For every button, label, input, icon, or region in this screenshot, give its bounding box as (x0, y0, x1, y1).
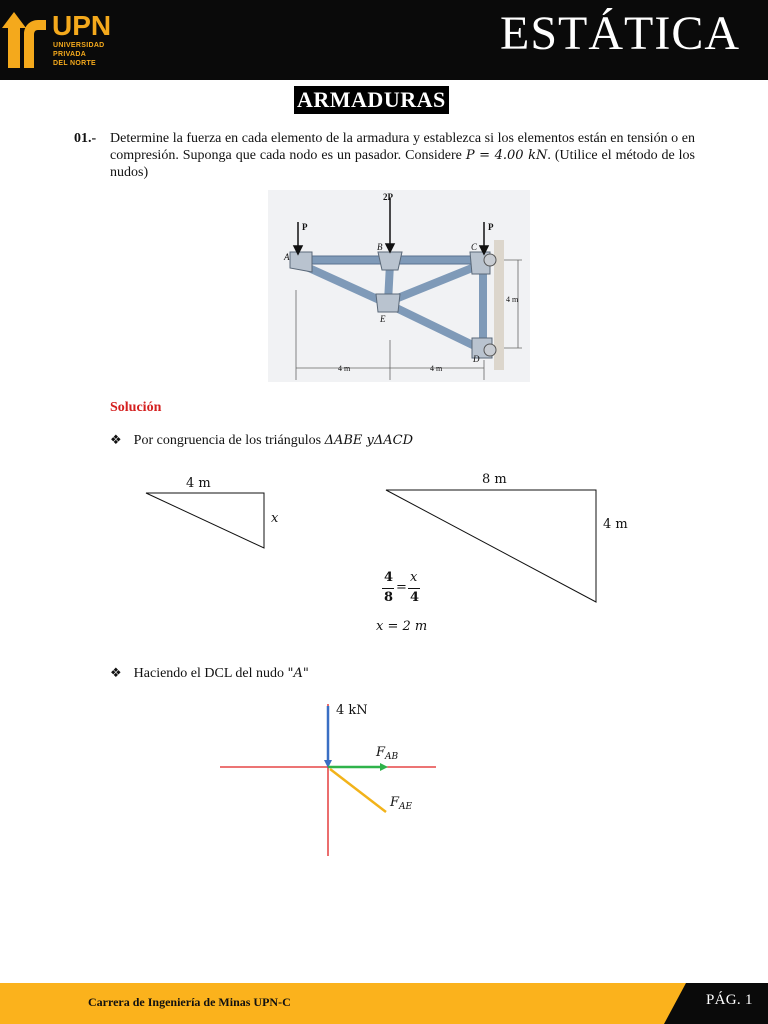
label-2p: 2P (383, 192, 393, 202)
upn-logo (0, 0, 120, 80)
label-p-right: P (488, 222, 494, 232)
frac-right-bar (408, 588, 420, 589)
dcl-fae-sub: AE (399, 802, 413, 812)
result-equation: x = 2 m (376, 619, 428, 634)
page-header (0, 0, 768, 80)
dcl-force-label: 4 kN (336, 703, 368, 718)
force-fae-line (330, 769, 386, 812)
frac-right-den: 4 (410, 590, 420, 605)
label-p-left: P (302, 222, 308, 232)
node-e: E (380, 314, 386, 324)
problem-statement (110, 130, 695, 181)
bullet-dcl (110, 666, 309, 682)
force-fab-arrowhead (380, 763, 388, 771)
page-number: PÁG. 1 (706, 992, 753, 1008)
node-b: B (377, 242, 383, 252)
header-title: ESTÁTICA (500, 7, 740, 60)
frac-equals: = (396, 580, 407, 595)
truss-figure (268, 190, 530, 382)
dim-left: 4 m (338, 364, 351, 373)
bullet-congruence (110, 433, 413, 449)
footer-text: Carrera de Ingeniería de Minas UPN-C (88, 995, 291, 1009)
big-tri-side-label: 4 m (603, 517, 628, 532)
frac-left-num: 4 (384, 570, 394, 585)
dcl-fab-label (376, 745, 398, 760)
problem-number: 01.- (74, 131, 97, 146)
big-tri-top-label: 8 m (482, 472, 507, 487)
dcl-diagram (214, 696, 440, 860)
frac-right-num: x (410, 570, 418, 585)
node-d: D (473, 354, 480, 364)
document-title: ARMADURAS (294, 86, 449, 114)
solution-heading: Solución (110, 400, 162, 415)
bullet2-text: Haciendo el DCL del nudo (133, 666, 288, 681)
dcl-fab-sub: AB (385, 752, 399, 762)
node-a: A (284, 252, 290, 262)
bullet1-text: Por congruencia de los triángulos (133, 433, 325, 448)
dcl-fae-label (390, 795, 412, 810)
logo-line-3: DEL NORTE (53, 60, 97, 67)
problem-text-a: Determine la fuerza en cada elemento de la armadura y establezca si los elementos están en tensión o en compresión. Suponga que cada nodo es un pasador. Considere (110, 131, 695, 163)
dim-height: 4 m (506, 295, 519, 304)
bullet2-math: "A" (287, 666, 309, 681)
diamond-bullet-icon: ❖ (110, 433, 122, 448)
frac-left-den: 8 (384, 590, 394, 605)
problem-formula: P = 4.00 kN (465, 148, 548, 163)
logo-upn-text: UPN (52, 10, 112, 41)
dcl-fae-letter: F (390, 795, 400, 810)
bullet1-math: ΔABE yΔACD (324, 433, 414, 448)
dcl-fab-letter: F (376, 745, 386, 760)
dim-right: 4 m (430, 364, 443, 373)
node-c: C (471, 242, 478, 252)
upn-emblem-icon (0, 0, 50, 80)
small-tri-top-label: 4 m (186, 476, 211, 491)
frac-left-bar (382, 588, 394, 589)
problem-text-b: . (Utilice el método de los nudos) (110, 148, 695, 180)
logo-line-2: PRIVADA (53, 51, 87, 58)
small-triangle (140, 486, 275, 552)
small-tri-side-label: x (271, 511, 279, 526)
logo-line-1: UNIVERSIDAD (53, 42, 105, 49)
diamond-bullet-icon: ❖ (110, 666, 122, 681)
